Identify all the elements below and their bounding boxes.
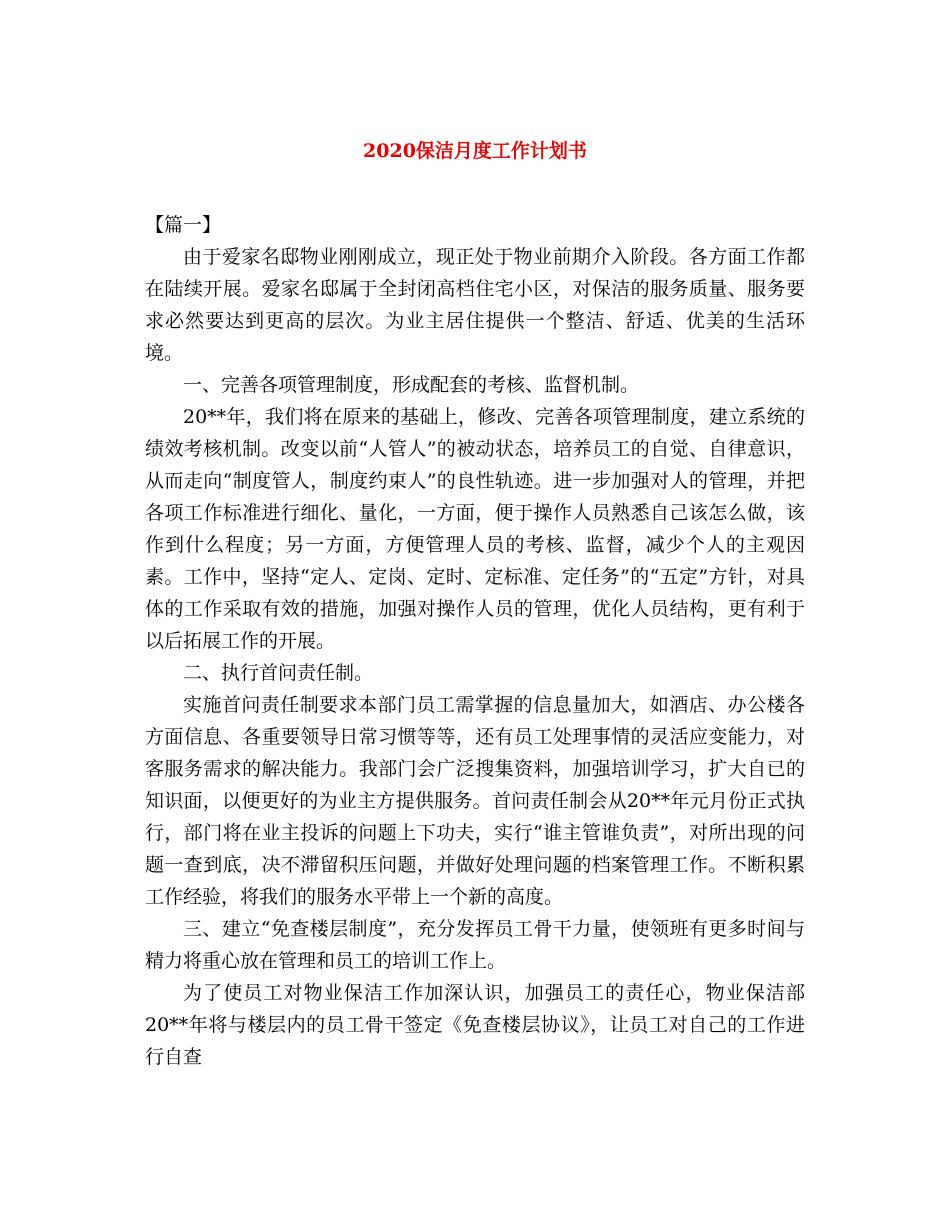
heading-section-1: 一、完善各项管理制度，形成配套的考核、监督机制。 xyxy=(183,374,640,396)
paragraph-section-1: 20**年，我们将在原来的基础上，修改、完善各项管理制度，建立系统的绩效考核机制。改变以前“人管人”的被动状态，培养员工的自觉、自律意识，从而走向“制度管人，制度约束人”的良性轨迹。进一步加强对人的管理，并把各项工作标准进行细化、量化，一方面，便于操作人员熟悉自己该怎么做，该作到什么程度；另一方面，方便管理人员的考核、监督，减少个人的主观因素。工作中，坚持“定人、定岗、定时、定标准、定任务”的“五定”方针，对具体的工作采取有效的措施，加强对操作人员的管理，优化人员结构，更有利于以后拓展工作的开展。 xyxy=(145,406,805,652)
paragraph-section-3: 为了使员工对物业保洁工作加深认识，加强员工的责任心，物业保洁部20**年将与楼层内的员工骨干签定《免查楼层协议》，让员工对自己的工作进行自查 xyxy=(145,982,805,1068)
paragraph-intro: 由于爱家名邸物业刚刚成立，现正处于物业前期介入阶段。各方面工作都在陆续开展。爱家名邸属于全封闭高档住宅小区，对保洁的服务质量、服务要求必然要达到更高的层次。为业主居住提供一个整洁、舒适、优美的生活环境。 xyxy=(145,246,805,364)
section-label: 【篇一】 xyxy=(145,214,222,236)
document-title: 2020保洁月度工作计划书 xyxy=(363,140,587,162)
heading-section-3: 三、建立“免查楼层制度”，充分发挥员工骨干力量，使领班有更多时间与精力将重心放在管理和员工的培训工作上。 xyxy=(145,918,805,972)
paragraph-section-2: 实施首问责任制要求本部门员工需掌握的信息量加大，如酒店、办公楼各方面信息、各重要领导日常习惯等等，还有员工处理事情的灵活应变能力，对客服务需求的解决能力。我部门会广泛搜集资料，加强培训学习，扩大自已的知识面，以便更好的为业主方提供服务。首问责任制会从20**年元月份正式执行，部门将在业主投诉的问题上下功夫，实行“谁主管谁负责”，对所出现的问题一查到底，决不滞留积压问题，并做好处理问题的档案管理工作。不断积累工作经验，将我们的服务水平带上一个新的高度。 xyxy=(145,694,805,908)
document-body xyxy=(145,209,805,1073)
heading-section-2: 二、执行首问责任制。 xyxy=(183,662,374,684)
